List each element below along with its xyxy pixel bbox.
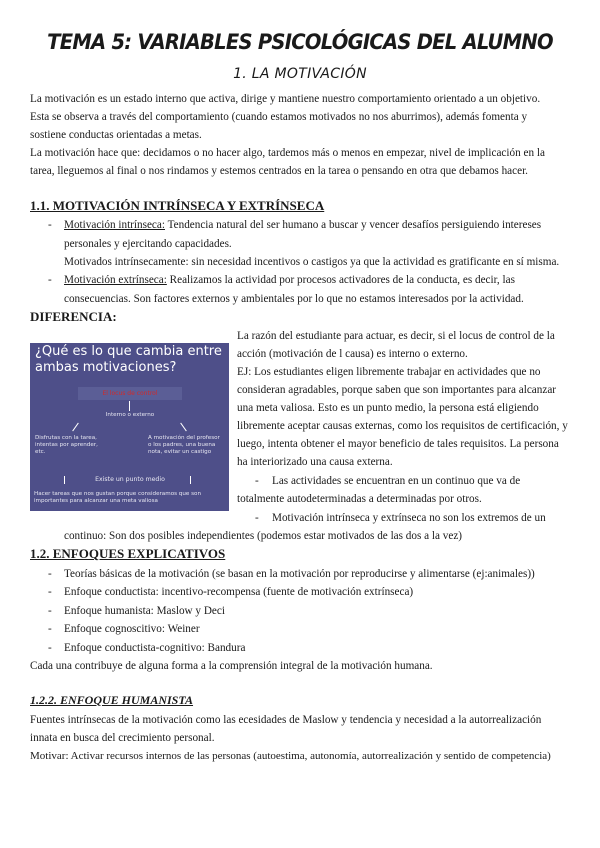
arrow-left-icon	[72, 423, 79, 432]
diferencia-heading: DIFERENCIA:	[30, 309, 117, 324]
bullet-text: Las actividades se encuentran en un continuo que va de	[272, 475, 521, 487]
bullet-text-cont: consecuencias. Son factores externos y ambientales por lo que no estamos interesados por la actividad.	[64, 292, 524, 305]
right-text-line: libremente aceptar causas externas, como los requisitos de certificación, y	[237, 420, 568, 432]
list-item-text: Enfoque conductista-cognitivo: Bandura	[64, 642, 246, 654]
intro-line: La motivación hace que: decidamos o no hacer algo, tardemos más o menos en empezar, nivel de implicación en la	[30, 147, 545, 159]
bullet-text-cont: personales y ejercitando capacidades.	[64, 237, 232, 250]
bullet-text: Motivados intrínsecamente: sin necesidad incentivos o castigos ya que la actividad es gratificante en sí misma.	[64, 256, 560, 268]
list-item	[48, 583, 578, 601]
section-heading-1-1: 1.1. MOTIVACIÓN INTRÍNSECA Y EXTRÍNSECA	[30, 198, 325, 213]
bullet-dash: -	[48, 568, 52, 580]
bullet-text: Realizamos la actividad por procesos activadores de la conducta, es decir, las	[166, 274, 515, 286]
figure-right-box: A motivación del profesor o los padres, una buena nota, evitar un castigo	[148, 435, 220, 455]
arrow-down-icon	[64, 476, 65, 484]
figure-title: ¿Qué es lo que cambia entre ambas motivaciones?	[35, 344, 222, 375]
arrow-down-icon	[190, 476, 191, 484]
humanista-line: Fuentes intrínsecas de la motivación como las ecesidades de Maslow y tendencia y necesidad a la autorrealización	[30, 714, 542, 726]
list-item	[48, 639, 578, 657]
arrow-down-icon	[129, 401, 130, 411]
bullet-dash: -	[48, 586, 52, 598]
locus-control-figure	[30, 343, 229, 511]
term-extrinseca: Motivación extrínseca:	[64, 274, 167, 286]
bullet-text: Motivación intrínseca y extrínseca no son los extremos de un	[272, 512, 546, 524]
figure-locus-label: El locus de control	[78, 387, 182, 400]
bullet-dash: -	[48, 219, 52, 231]
figure-left-box: Disfrutas con la tarea, intentas por aprender, etc.	[35, 435, 98, 455]
right-bullet-cont: continuo: Son dos posibles independientes (podemos estar motivados de las dos a la vez)	[64, 530, 463, 542]
right-text-line: luego, intenta obtener el mayor beneficio de tales requisitos. La persona	[237, 438, 559, 450]
list-item	[48, 565, 578, 583]
right-text-line: una meta valiosa. Esto es un punto medio, la persona está eligiendo	[237, 402, 539, 414]
right-text-line: ha interiorizado una causa externa.	[237, 456, 393, 468]
section-subtitle: 1. LA MOTIVACIÓN	[233, 66, 367, 82]
bullet-dash: -	[48, 642, 52, 654]
section-summary: Cada una contribuye de alguna forma a la comprensión integral de la motivación humana.	[30, 660, 433, 672]
list-item	[48, 602, 578, 620]
bullet-dash: -	[48, 623, 52, 635]
list-item-text: Enfoque humanista: Maslow y Deci	[64, 605, 225, 617]
right-text-line: EJ: Los estudiantes eligen libremente trabajar en actividades que no	[237, 366, 541, 378]
figure-medio-label: Existe un punto medio	[95, 476, 165, 483]
bullet-intrinseca-detail	[48, 253, 578, 271]
list-item-text: Teorías básicas de la motivación (se basan en la motivación por reproducirse y alimentarse (ej:animales))	[64, 568, 535, 580]
bullet-extrinseca	[48, 271, 578, 308]
document-title: TEMA 5: VARIABLES PSICOLÓGICAS DEL ALUMNO	[47, 30, 553, 54]
figure-interno-label: Interno o externo	[105, 412, 155, 418]
list-item-text: Enfoque cognoscitivo: Weiner	[64, 623, 200, 635]
section-heading-1-2: 1.2. ENFOQUES EXPLICATIVOS	[30, 546, 226, 561]
list-item	[48, 620, 578, 638]
humanista-line: Motivar: Activar recursos internos de las personas (autoestima, autonomía, autorrealización y sentido de competencia)	[30, 750, 551, 762]
figure-bottom-text: Hacer tareas que nos gustan porque consideramos que son importantes para alcanzar una meta valiosa	[34, 491, 202, 504]
list-item-text: Enfoque conductista: incentivo-recompensa (fuente de motivación extrínseca)	[64, 586, 414, 598]
bullet-dash: -	[255, 475, 259, 487]
term-intrinseca: Motivación intrínseca:	[64, 219, 165, 231]
bullet-intrinseca	[48, 216, 578, 253]
intro-line: Esta se observa a través del comportamiento (cuando estamos motivados no nos aburrimos), además fomenta y	[30, 111, 528, 123]
bullet-dash: -	[48, 605, 52, 617]
right-text-line: La razón del estudiante para actuar, es decir, si el locus de control de la	[237, 330, 555, 342]
right-text-line: consideran agradables, porque saben que son importantes para alcanzar	[237, 384, 557, 396]
right-text-line: acción (motivación de l causa) es interno o externo.	[237, 348, 468, 360]
right-bullet-cont: totalmente autodeterminadas a determinadas por otros.	[237, 493, 482, 505]
humanista-line: innata en busca del crecimiento personal.	[30, 732, 215, 744]
intro-line: La motivación es un estado interno que activa, dirige y mantiene nuestro comportamiento orientado a un objetivo.	[30, 93, 541, 105]
bullet-dash: -	[48, 274, 52, 286]
intro-line: tarea, lleguemos al final o nos rindamos y estemos centrados en la tarea o pensando en otra que debamos hacer.	[30, 165, 528, 177]
arrow-right-icon	[180, 423, 187, 432]
bullet-text: Tendencia natural del ser humano a buscar y vencer desafíos persiguiendo intereses	[164, 219, 542, 231]
intro-line: sostiene conductas orientadas a metas.	[30, 129, 202, 141]
bullet-dash: -	[255, 512, 259, 524]
section-heading-1-2-2: 1.2.2. ENFOQUE HUMANISTA	[30, 693, 194, 707]
